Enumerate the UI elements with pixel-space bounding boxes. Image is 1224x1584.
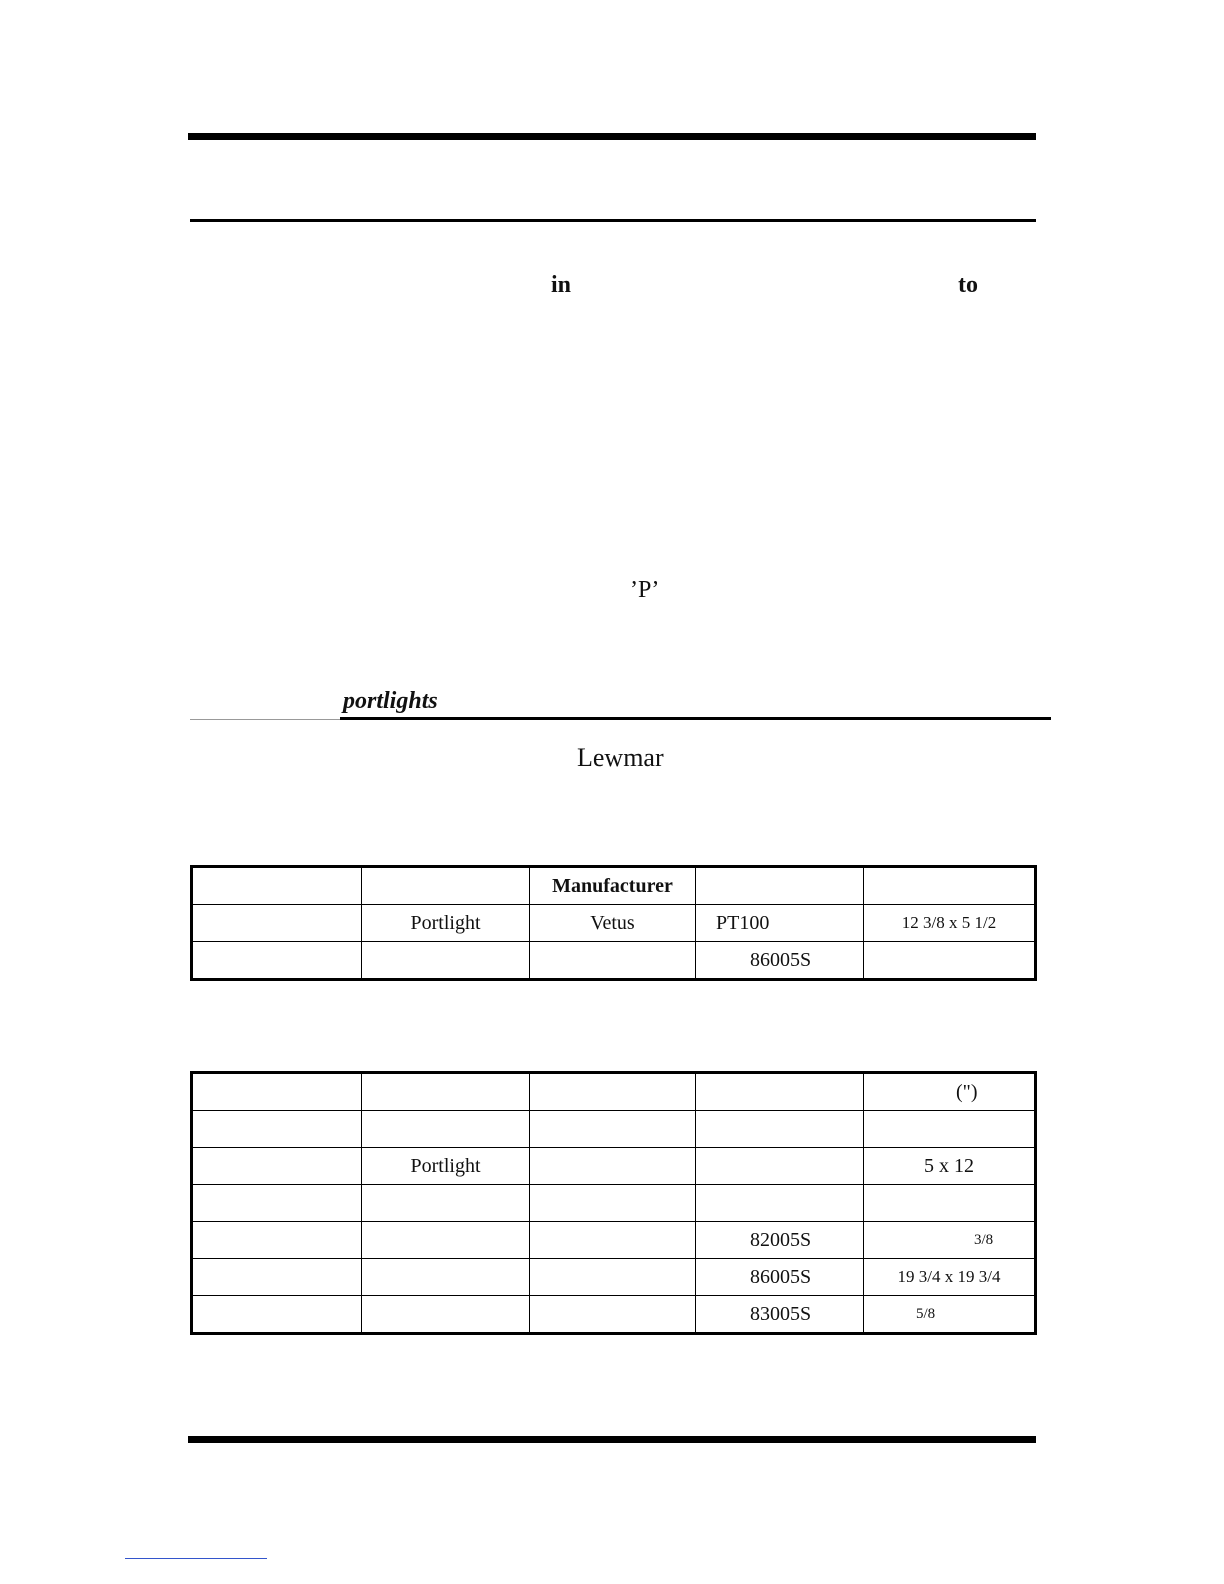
- table-cell: 3/8: [864, 1222, 1036, 1259]
- table-row: [192, 1073, 1036, 1111]
- table-cell: ("): [864, 1073, 1036, 1111]
- table-cell: [696, 1185, 864, 1222]
- table-cell: [530, 1073, 696, 1111]
- table-row: [192, 867, 1036, 905]
- table-cell: [362, 1222, 530, 1259]
- body-word-in: in: [551, 272, 572, 298]
- table-cell: 86005S: [696, 1259, 864, 1296]
- table-cell: Portlight: [362, 1148, 530, 1185]
- portlight-table-2: [190, 1071, 1037, 1335]
- table-cell: 5 x 12: [864, 1148, 1036, 1185]
- table-cell: [192, 942, 362, 980]
- table-row: [192, 1185, 1036, 1222]
- table-row: [192, 1222, 1036, 1259]
- section-rule-faint: [190, 719, 340, 720]
- table-cell: [192, 1148, 362, 1185]
- table-row: [192, 1111, 1036, 1148]
- bottom-thick-rule: [188, 1436, 1036, 1443]
- table-cell: [192, 867, 362, 905]
- table-cell: 83005S: [696, 1296, 864, 1334]
- table-cell: [530, 1148, 696, 1185]
- table-cell: [530, 1222, 696, 1259]
- table-cell: [362, 942, 530, 980]
- table-cell: [362, 1185, 530, 1222]
- table-cell: [362, 867, 530, 905]
- table-header-manufacturer: Manufacturer: [530, 867, 696, 905]
- body-word-lewmar: Lewmar: [577, 743, 664, 772]
- section-rule: [340, 717, 1051, 720]
- table-cell: [864, 867, 1036, 905]
- table-cell: [696, 1111, 864, 1148]
- table-cell: [192, 1296, 362, 1334]
- table-cell: [530, 1185, 696, 1222]
- table-row: [192, 1259, 1036, 1296]
- table-row: [192, 905, 1036, 942]
- table-cell: 12 3/8 x 5 1/2: [864, 905, 1036, 942]
- section-heading: portlights: [343, 688, 438, 714]
- table-cell: [192, 1073, 362, 1111]
- table-cell: [530, 1111, 696, 1148]
- table-row: [192, 1296, 1036, 1334]
- body-word-p: ’P’: [630, 577, 660, 603]
- table-cell: [192, 1111, 362, 1148]
- top-thick-rule: [188, 133, 1036, 140]
- portlight-table-1: [190, 865, 1037, 981]
- footer-line: [125, 1558, 267, 1559]
- table-cell: [362, 1296, 530, 1334]
- top-thin-rule: [190, 219, 1036, 222]
- table-cell: 86005S: [696, 942, 864, 980]
- table-cell: [192, 1185, 362, 1222]
- table-cell: [696, 1148, 864, 1185]
- table-cell: [696, 1073, 864, 1111]
- table-cell: Vetus: [530, 905, 696, 942]
- table-row: [192, 942, 1036, 980]
- table-cell: 82005S: [696, 1222, 864, 1259]
- table-cell: [530, 1296, 696, 1334]
- table-cell: [530, 942, 696, 980]
- table-cell: 19 3/4 x 19 3/4: [864, 1259, 1036, 1296]
- table-cell: [362, 1259, 530, 1296]
- table-row: [192, 1148, 1036, 1185]
- table-cell: [864, 1111, 1036, 1148]
- table-cell: [192, 1222, 362, 1259]
- table-cell: [362, 1111, 530, 1148]
- table-cell: 5/8: [864, 1296, 1036, 1334]
- table-cell: [362, 1073, 530, 1111]
- table-cell: Portlight: [362, 905, 530, 942]
- table-cell: PT100: [696, 905, 864, 942]
- body-word-to: to: [958, 272, 978, 298]
- table-cell: [696, 867, 864, 905]
- table-cell: [864, 1185, 1036, 1222]
- table-cell: [864, 942, 1036, 980]
- table-cell: [192, 905, 362, 942]
- table-cell: [192, 1259, 362, 1296]
- table-cell: [530, 1259, 696, 1296]
